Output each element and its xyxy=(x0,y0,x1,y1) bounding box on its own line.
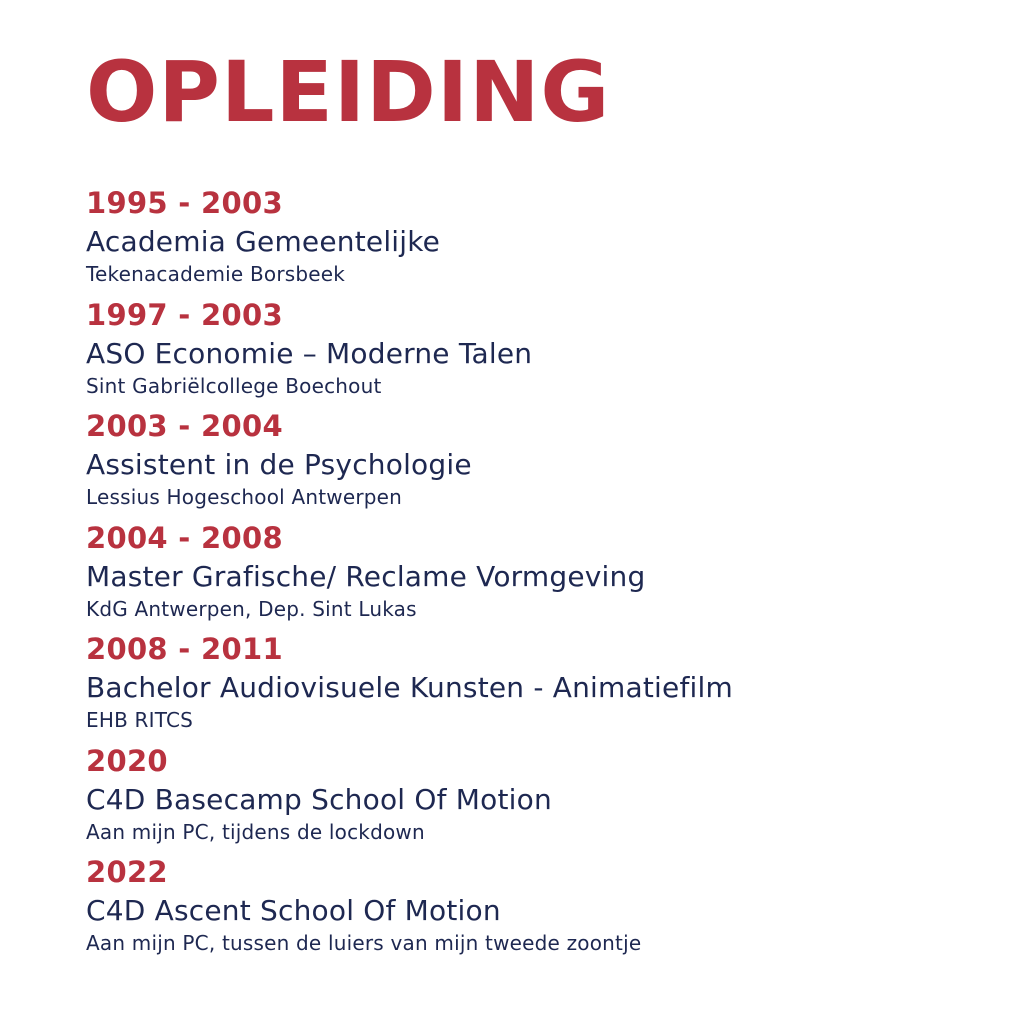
education-entry xyxy=(86,183,733,295)
entry-course: Assistent in de Psychologie xyxy=(86,448,472,481)
entry-school: Aan mijn PC, tijdens de lockdown xyxy=(86,819,425,844)
education-entry xyxy=(86,406,733,518)
entry-school: Sint Gabriëlcollege Boechout xyxy=(86,373,382,398)
education-entry xyxy=(86,518,733,630)
entry-years: 2020 xyxy=(86,743,168,778)
entry-school: Tekenacademie Borsbeek xyxy=(86,262,346,286)
entry-years: 1997 - 2003 xyxy=(86,297,283,332)
education-entry xyxy=(86,629,733,741)
entry-years: 2004 - 2008 xyxy=(86,520,283,555)
page-title: OPLEIDING xyxy=(86,43,611,141)
entry-course: C4D Basecamp School Of Motion xyxy=(86,782,552,816)
entry-course: C4D Ascent School Of Motion xyxy=(86,894,501,927)
entry-school: EHB RITCS xyxy=(86,708,194,732)
education-list xyxy=(86,183,733,964)
entry-school: KdG Antwerpen, Dep. Sint Lukas xyxy=(86,596,417,621)
education-entry xyxy=(86,852,733,964)
education-entry xyxy=(86,741,733,853)
entry-school: Lessius Hogeschool Antwerpen xyxy=(86,485,403,509)
entry-course: ASO Economie – Moderne Talen xyxy=(86,336,533,370)
entry-course: Academia Gemeentelijke xyxy=(86,225,441,258)
entry-school: Aan mijn PC, tussen de luiers van mijn tweede zoontje xyxy=(86,931,642,955)
entry-years: 2022 xyxy=(86,855,168,889)
entry-years: 2003 - 2004 xyxy=(86,409,283,443)
entry-years: 1995 - 2003 xyxy=(86,186,283,220)
entry-course: Master Grafische/ Reclame Vormgeving xyxy=(86,559,646,593)
entry-years: 2008 - 2011 xyxy=(86,632,283,666)
education-entry xyxy=(86,295,733,407)
education-page xyxy=(86,0,1006,1024)
entry-course: Bachelor Audiovisuele Kunsten - Animatiefilm xyxy=(86,671,733,704)
